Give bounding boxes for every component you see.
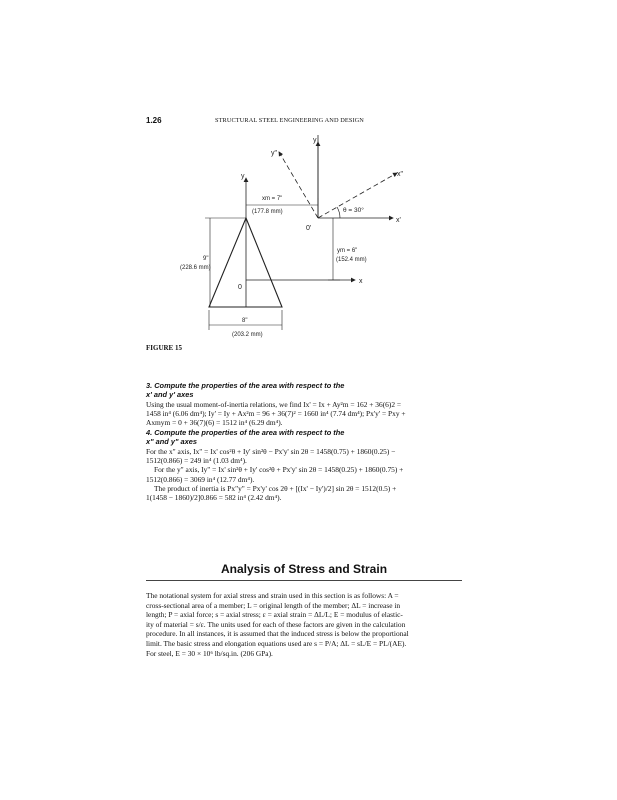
theta-arc: [337, 207, 340, 218]
step-4-line: 1512(0.866) = 249 in⁴ (1.03 dm⁴).: [146, 456, 247, 466]
label-origin-o: 0: [238, 284, 242, 291]
label-origin-o-prime: 0': [306, 225, 312, 232]
label-xm-line1: xm = 7": [262, 196, 283, 202]
paragraph-line: limit. The basic stress and elongation equations used are s = P/A; ΔL = sL/E = PL/(AE).: [146, 638, 407, 648]
step-4-line: For the x" axis, Ix" = Ix' cos²θ + Iy' sin²θ − Px'y' sin 2θ = 1458(0.75) + 1860(0.25) −: [146, 446, 396, 456]
step-3-heading-line2: x' and y' axes: [146, 390, 194, 400]
label-xm-line2: (177.8 mm): [252, 209, 283, 215]
step-3-line: Using the usual moment-of-inertia relations, we find Ix' = Ix + Ay²m = 162 + 36(6)2 =: [146, 399, 402, 409]
label-theta: θ = 30°: [343, 207, 364, 214]
label-ym-line2: (152.4 mm): [336, 257, 367, 263]
section-rule: [146, 580, 462, 581]
label-y-double-prime: y": [271, 150, 277, 157]
label-x-right: x: [359, 278, 363, 285]
section-title: Analysis of Stress and Strain: [220, 562, 388, 576]
step-3-block: [146, 381, 462, 428]
step-3-line: Axmym = 0 + 36(7)(6) = 1512 in⁴ (6.29 dm⁴).: [146, 418, 283, 428]
y-double-prime-axis: [279, 152, 318, 218]
paragraph-line: The notational system for axial stress and strain used in this section is as follows: A =: [146, 591, 399, 600]
paragraph-line: ity of material = s/ε. The units used for each of these factors are given in the calculation: [146, 619, 406, 629]
label-x-double-prime: x": [397, 171, 403, 178]
label-base-line1: 8": [242, 318, 248, 324]
step-3-line: 1458 in⁴ (6.06 dm⁴); Iy' = Iy + Ax²m = 96 + 36(7)² = 1660 in⁴ (7.74 dm⁴); Px'y' = Pxy +: [146, 409, 406, 419]
paragraph-line: For steel, E = 30 × 10⁶ lb/sq.in. (206 GPa).: [146, 648, 273, 658]
step-4-heading-line2: x" and y" axes: [146, 437, 197, 447]
paragraph-line: procedure. In all instances, it is assumed that the induced stress is below the proportional: [146, 629, 409, 639]
step-4-block: [146, 428, 462, 503]
label-y-left: y: [241, 173, 245, 180]
step-4-line: For the y" axis, Iy" = Ix' sin²θ + Iy' cos²θ + Px'y' sin 2θ = 1458(0.25) + 1860(0.75) +: [154, 465, 404, 475]
paragraph-line: length; P = axial force; s = axial stress; ε = axial strain = ΔL/L; E = modulus of elastic-: [146, 610, 403, 620]
step-3-heading-line1: 3. Compute the properties of the area with respect to the: [146, 381, 345, 390]
figure-caption: FIGURE 15: [146, 344, 182, 352]
step-4-line: The product of inertia is Px"y" = Px'y' cos 2θ + [(Ix' − Iy')/2] sin 2θ = 1512(0.5) +: [154, 484, 397, 494]
step-4-line: 1(1458 − 1860)/2]0.866 = 582 in⁴ (2.42 dm⁴).: [146, 493, 282, 503]
triangle-section: [209, 218, 282, 307]
label-y-right: y: [313, 137, 317, 144]
running-title: STRUCTURAL STEEL ENGINEERING AND DESIGN: [215, 117, 364, 124]
label-height-line1: 9": [203, 256, 209, 262]
label-height-line2: (228.6 mm): [180, 265, 211, 271]
paragraph-line: cross-sectional area of a member; L = original length of the member; ΔL = increase in: [146, 600, 401, 610]
label-base-line2: (203.2 mm): [232, 332, 263, 338]
step-4-line: 1512(0.866) = 3069 in⁴ (12.77 dm⁴).: [146, 474, 255, 484]
stress-strain-paragraph: [146, 591, 462, 658]
step-4-heading-line1: 4. Compute the properties of the area with respect to the: [146, 428, 345, 437]
page-number: 1.26: [146, 116, 162, 125]
label-ym-line1: ym = 6": [337, 248, 358, 254]
label-x-prime: x': [396, 217, 401, 224]
